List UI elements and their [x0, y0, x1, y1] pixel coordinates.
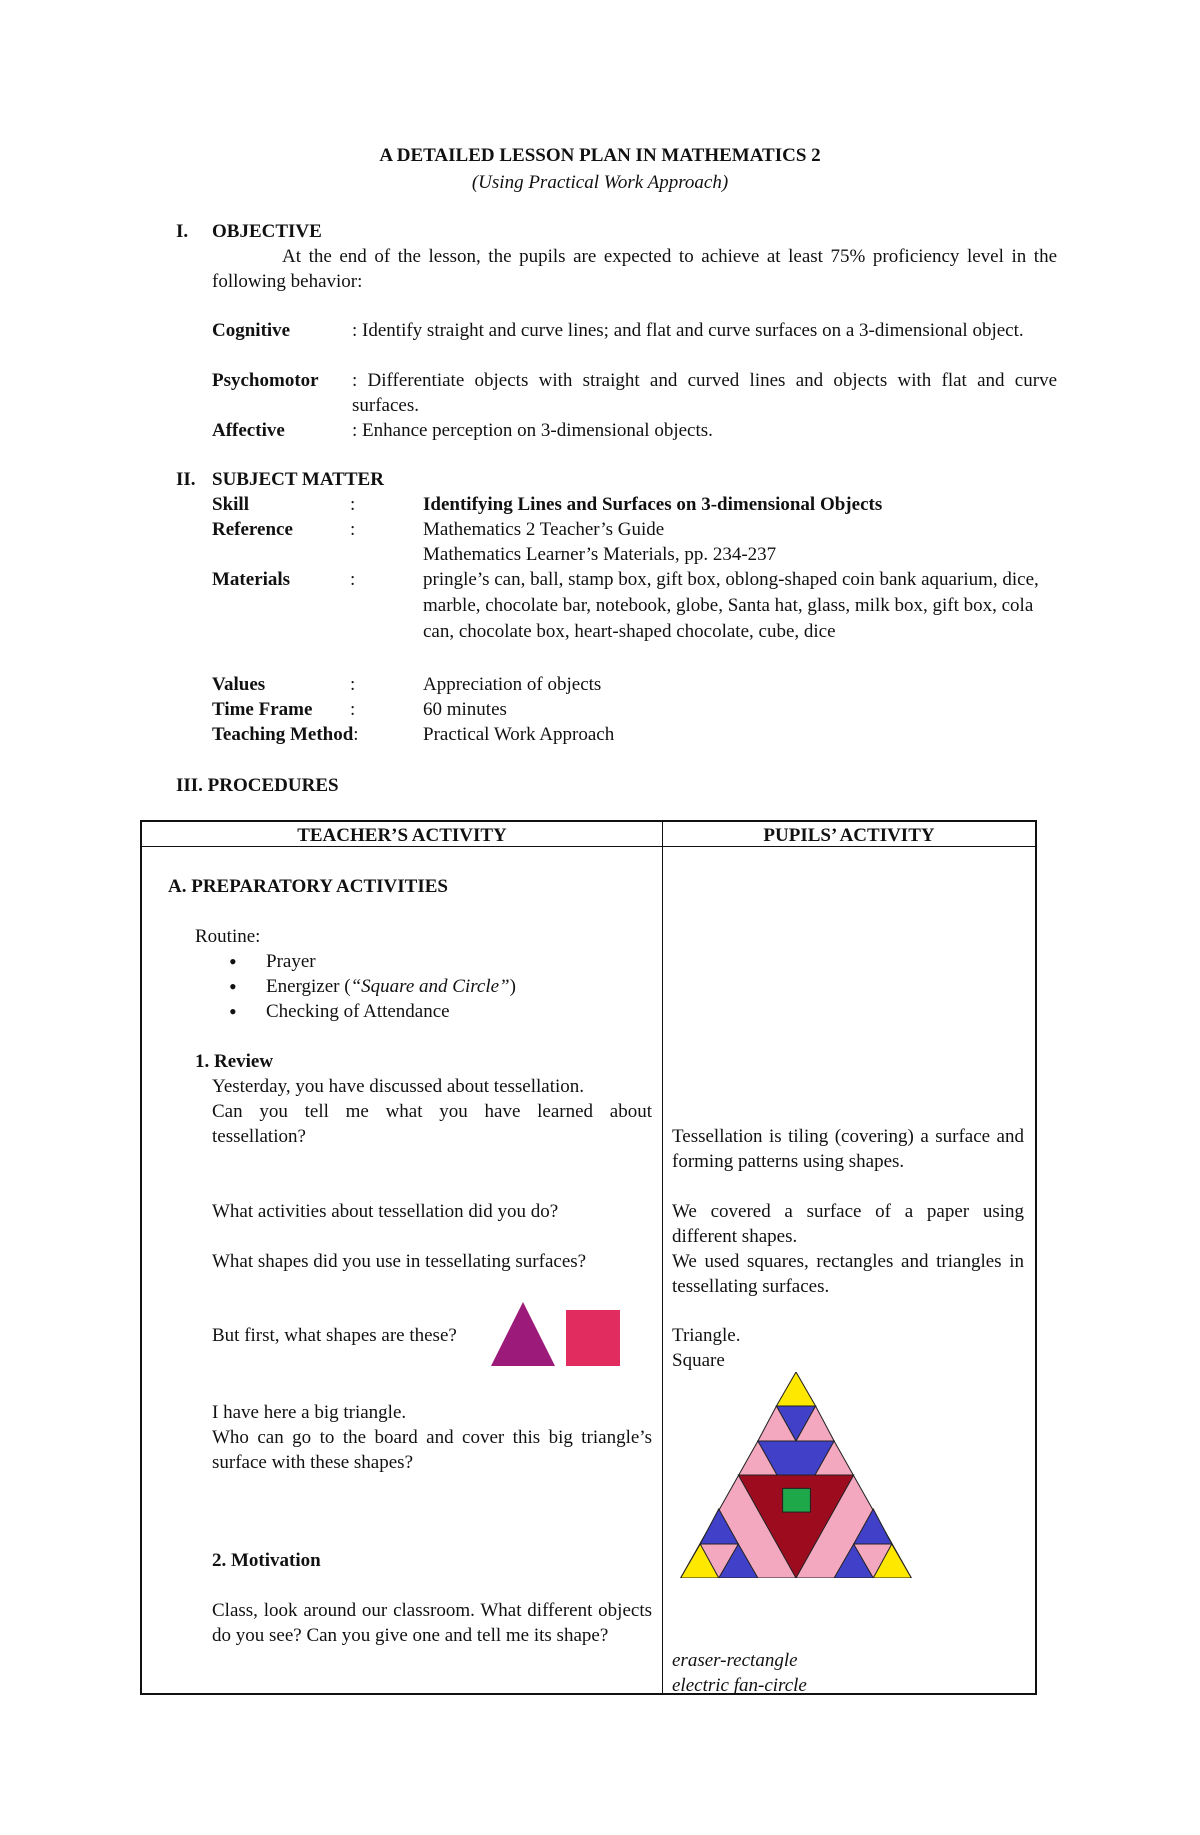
skill-label: Skill	[212, 494, 249, 515]
table-border-left	[140, 820, 142, 1695]
answer-2: We covered a surface of a paper using different shapes.	[672, 1201, 1024, 1247]
cognitive-text: : Identify straight and curve lines; and flat and curve surfaces on a 3-dimensional object.	[352, 320, 1024, 341]
review-question-5a: I have here a big triangle.	[212, 1402, 407, 1423]
materials-colon: :	[350, 569, 356, 590]
routine-label: Routine:	[195, 926, 261, 947]
routine-list	[221, 949, 516, 1024]
teaching-method-colon: :	[353, 724, 359, 745]
list-item: • Checking of Attendance	[221, 999, 516, 1024]
answer-4a: Triangle.	[672, 1325, 741, 1346]
skill-value: Identifying Lines and Surfaces on 3-dimensional Objects	[423, 494, 883, 515]
tessellated-triangle-figure	[680, 1372, 912, 1578]
affective-text: : Enhance perception on 3-dimensional objects.	[352, 420, 713, 441]
review-question-5b: Who can go to the board and cover this big triangle’s surface with these shapes?	[212, 1427, 652, 1473]
affective-label: Affective	[212, 420, 285, 441]
pink-square-shape	[566, 1310, 620, 1366]
cognitive-label: Cognitive	[212, 320, 291, 341]
time-frame-value: 60 minutes	[423, 699, 507, 720]
subject-matter-number: II.	[176, 469, 196, 490]
teaching-method-label: Teaching Method	[212, 724, 354, 745]
review-question-4: But first, what shapes are these?	[212, 1325, 457, 1346]
document-subtitle: (Using Practical Work Approach)	[471, 172, 729, 193]
pupils-activity-header: PUPILS’ ACTIVITY	[763, 825, 935, 846]
table-border-bottom	[140, 1693, 1037, 1695]
motivation-question: Class, look around our classroom. What different objects do you see? Can you give one and tell me its shape?	[212, 1600, 652, 1646]
subject-matter-heading: SUBJECT MATTER	[212, 469, 384, 490]
answer-1: Tessellation is tiling (covering) a surface and forming patterns using shapes.	[672, 1126, 1024, 1172]
objective-heading: OBJECTIVE	[212, 221, 322, 242]
skill-colon: :	[350, 494, 356, 515]
table-border-right	[1035, 820, 1037, 1695]
psychomotor-text: : Differentiate objects with straight and curved lines and objects with flat and curve surfaces.	[352, 370, 1057, 416]
reference-label: Reference	[212, 519, 293, 540]
psychomotor-label: Psychomotor	[212, 370, 319, 391]
procedures-heading: III. PROCEDURES	[176, 775, 339, 796]
list-item: • Energizer (“Square and Circle”)	[221, 974, 516, 999]
teaching-method-row	[212, 722, 359, 747]
review-intro: Yesterday, you have discussed about tessellation.	[212, 1076, 585, 1097]
objective-intro: At the end of the lesson, the pupils are expected to achieve at least 75% proficiency level in the following behavior:	[212, 246, 1057, 292]
table-column-divider	[662, 820, 663, 1695]
objective-number: I.	[176, 221, 189, 242]
answer-3: We used squares, rectangles and triangles in tessellating surfaces.	[672, 1251, 1024, 1297]
time-frame-colon: :	[350, 699, 356, 720]
reference-colon: :	[350, 519, 356, 540]
teaching-method-value: Practical Work Approach	[423, 724, 615, 745]
time-frame-label: Time Frame	[212, 699, 313, 720]
reference-value-1: Mathematics 2 Teacher’s Guide	[423, 519, 665, 540]
review-question-2: What activities about tessellation did you do?	[212, 1201, 559, 1222]
review-question-3: What shapes did you use in tessellating surfaces?	[212, 1251, 587, 1272]
list-item: • Prayer	[221, 949, 516, 974]
review-question-1: Can you tell me what you have learned about tessellation?	[212, 1101, 652, 1147]
document-title: A DETAILED LESSON PLAN IN MATHEMATICS 2	[379, 145, 821, 166]
shapes-figure	[488, 1300, 628, 1370]
answer-4b: Square	[672, 1350, 725, 1371]
reference-value-2: Mathematics Learner’s Materials, pp. 234-237	[423, 544, 777, 565]
answer-5b: electric fan-circle	[672, 1675, 807, 1696]
materials-label: Materials	[212, 569, 291, 590]
review-heading: 1. Review	[195, 1051, 274, 1072]
materials-value: pringle’s can, ball, stamp box, gift box, oblong-shaped coin bank aquarium, dice, marble, chocolate bar, notebook, globe, Santa hat, glass, milk box, gift box, cola can, chocolate box, heart-shaped chocolate, cube, dice	[423, 569, 1039, 642]
purple-triangle-shape	[491, 1302, 555, 1366]
values-label: Values	[212, 674, 266, 695]
preparatory-activities-heading: A. PREPARATORY ACTIVITIES	[168, 876, 448, 897]
motivation-heading: 2. Motivation	[212, 1550, 321, 1571]
values-value: Appreciation of objects	[423, 674, 602, 695]
table-border-top	[140, 820, 1037, 822]
teacher-activity-header: TEACHER’S ACTIVITY	[297, 825, 507, 846]
values-colon: :	[350, 674, 356, 695]
answer-5a: eraser-rectangle	[672, 1650, 798, 1671]
